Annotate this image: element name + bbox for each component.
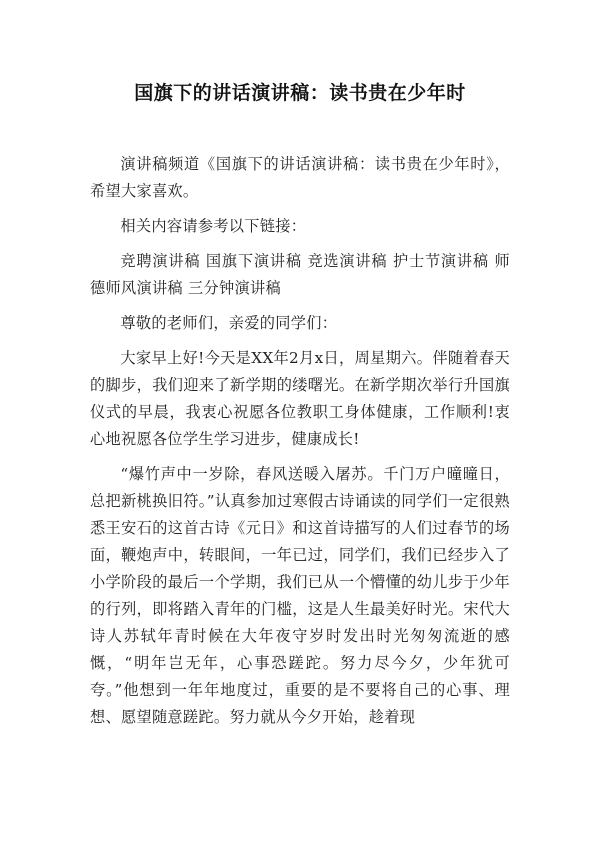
poem-paragraph: “爆竹声中一岁除，春风送暖入屠苏。千门万户曈曈日，总把新桃换旧符。”认真参加过寒假古诗诵读的同学们一定很熟悉王安石的这首古诗《元日》和这首诗描写的人们过春节的场面，鞭炮声中，转眼间，一年已过，同学们，我们已经步入了小学阶段的最后一个学期，我们已从一个懵懂的幼儿步于少年的行列，即将踏入青年的门槛，这是人生最美好时光。宋代大诗人苏轼年青时候在大年夜守岁时发出时光匆匆流逝的感慨，“明年岂无年，心事恐蹉跎。努力尽今夕，少年犹可夸。”他想到一年年地度过，重要的是不要将自己的心事、理想、愿望随意蹉跎。努力就从今夕开始，趁着现 bbox=[90, 465, 510, 726]
greeting-paragraph: 大家早上好!今天是XX年2月x日，周星期六。伴随着春天的脚步，我们迎来了新学期的缕曙光。在新学期次举行升国旗仪式的早晨，我衷心祝愿各位教职工身体健康，工作顺利!衷心地祝愿各位学生学习进步，健康成长! bbox=[90, 349, 510, 448]
salutation: 尊敬的老师们，亲爱的同学们： bbox=[120, 314, 338, 332]
intro-paragraph: 演讲稿频道《国旗下的讲话演讲稿：读书贵在少年时》，希望大家喜欢。 bbox=[90, 155, 510, 200]
related-links: 竞聘演讲稿 国旗下演讲稿 竞选演讲稿 护士节演讲稿 师德师风演讲稿 三分钟演讲稿 bbox=[90, 252, 510, 297]
document-body bbox=[90, 151, 510, 731]
links-heading: 相关内容请参考以下链接： bbox=[120, 217, 307, 235]
document-title: 国旗下的讲话演讲稿：读书贵在少年时 bbox=[134, 82, 466, 104]
